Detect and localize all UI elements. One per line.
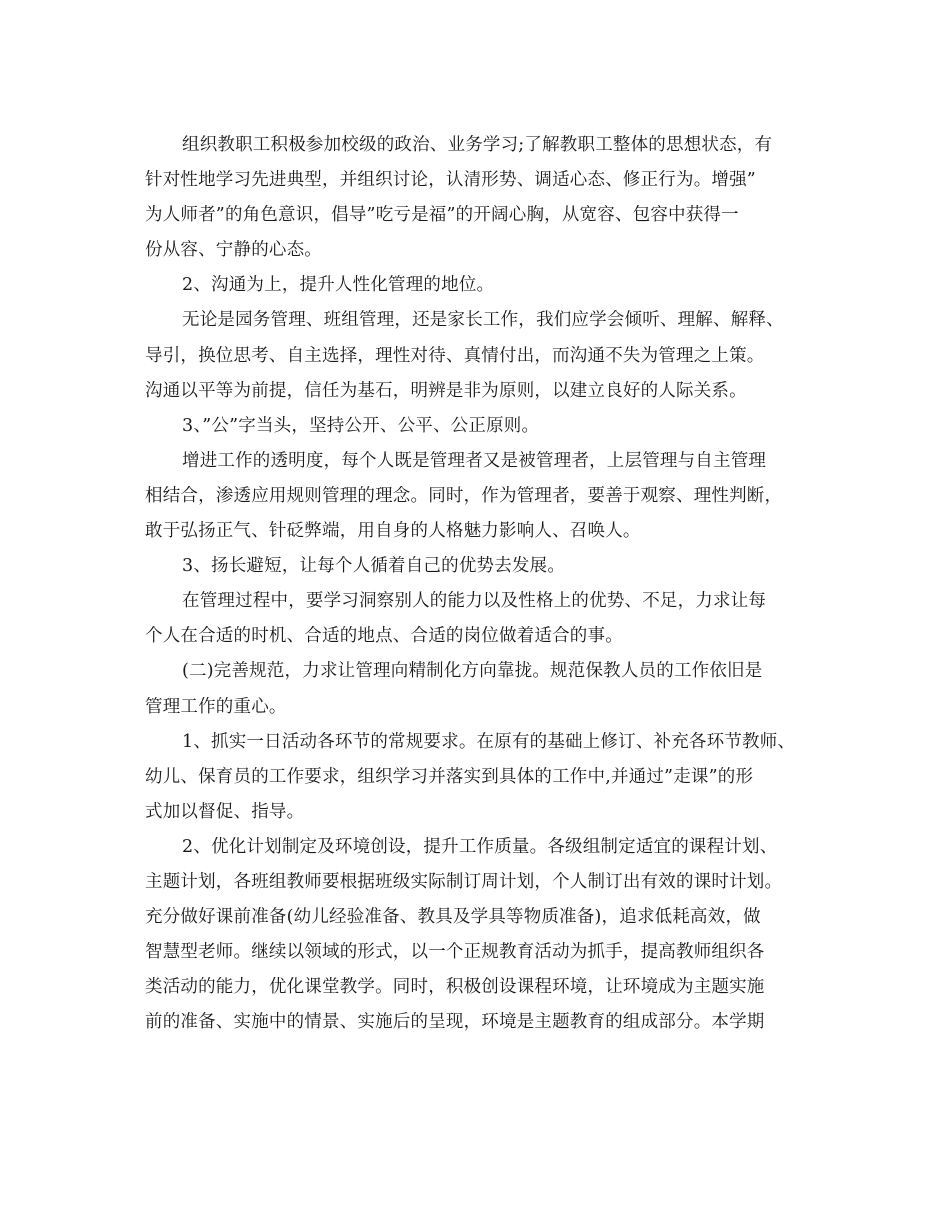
text-line: 3、扬长避短，让每个人循着自己的优势去发展。 [182, 556, 566, 577]
text-line: 类活动的能力，优化课堂教学。同时，积极创设课程环境，让环境成为主题实施 [145, 977, 765, 998]
document-body [145, 128, 815, 1040]
text-line: (二)完善规范，力求让管理向精制化方向靠拢。规范保教人员的工作依旧是 [182, 661, 763, 682]
text-line: 个人在合适的时机、合适的地点、合适的岗位做着适合的事。 [145, 626, 623, 647]
text-line: 相结合，渗透应用规则管理的理念。同时，作为管理者，要善于观察、理性判断， [145, 485, 783, 506]
text-line: 式加以督促、指导。 [145, 801, 305, 822]
text-line: 增进工作的透明度，每个人既是管理者又是被管理者，上层管理与自主管理 [182, 450, 767, 471]
text-line: 导引，换位思考、自主选择，理性对待、真情付出，而沟通不失为管理之上策。 [145, 345, 765, 366]
text-line: 无论是园务管理、班组管理，还是家长工作，我们应学会倾听、理解、解释、 [182, 310, 784, 331]
text-line: 为人师者”的角色意识，倡导”吃亏是福”的开阔心胸，从宽容、包容中获得一 [145, 205, 739, 226]
text-line: 前的准备、实施中的情景、实施后的呈现，环境是主题教育的组成部分。本学期 [145, 1012, 765, 1033]
text-line: 管理工作的重心。 [145, 696, 287, 717]
text-line: 2、优化计划制定及环境创设，提升工作质量。各级组制定适宜的课程计划、 [182, 836, 778, 857]
text-line: 幼儿、保育员的工作要求，组织学习并落实到具体的工作中,并通过”走课”的形 [145, 766, 754, 787]
text-line: 在管理过程中，要学习洞察别人的能力以及性格上的优势、不足，力求让每 [182, 591, 767, 612]
text-line: 2、沟通为上，提升人性化管理的地位。 [182, 275, 495, 296]
text-line: 组织教职工积极参加校级的政治、业务学习;了解教职工整体的思想状态，有 [182, 135, 773, 155]
text-line: 敢于弘扬正气、针砭弊端，用自身的人格魅力影响人、召唤人。 [145, 521, 641, 542]
text-line: 份从容、宁静的心态。 [145, 240, 322, 261]
text-line: 智慧型老师。继续以领域的形式，以一个正规教育活动为抓手，提高教师组织各 [145, 942, 765, 963]
text-line: 主题计划，各班组教师要根据班级实际制订周计划，个人制订出有效的课时计划。 [145, 871, 783, 892]
text-line: 充分做好课前准备(幼儿经验准备、教具及学具等物质准备)，追求低耗高效，做 [145, 907, 761, 928]
text-line: 沟通以平等为前提，信任为基石，明辨是非为原则，以建立良好的人际关系。 [145, 380, 747, 401]
text-line: 3、”公”字当头，坚持公开、公平、公正原则。 [182, 415, 540, 436]
text-line: 针对性地学习先进典型，并组织讨论，认清形势、调适心态、修正行为。增强” [145, 170, 756, 191]
text-line: 1、抓实一日活动各环节的常规要求。在原有的基础上修订、补充各环节教师、 [182, 731, 796, 752]
